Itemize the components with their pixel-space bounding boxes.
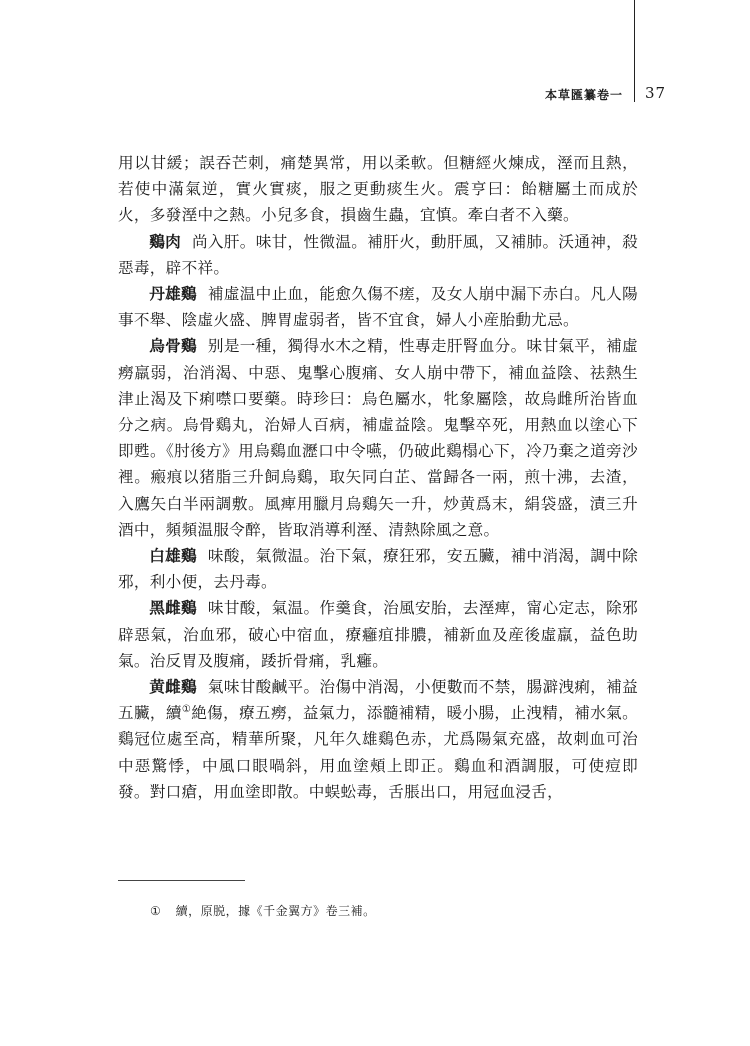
footnote xyxy=(150,902,376,919)
footnote-mark: ① xyxy=(150,904,162,918)
entry-text-part2: 絶傷，療五癆，益氣力，添髓補精，暖小腸，止洩精，補水氣。鷄冠位處至高，精華所聚，凡年久雄鷄色赤，尤爲陽氣充盛，故刺血可治中惡驚悸，中風口眼喎斜，用血塗頰上即正。鷄血和酒調服，可使痘即發。對口瘡，用血塗即散。中蜈蚣毒，舌脹出口，用冠血浸舌， xyxy=(118,704,639,801)
entry-chicken-meat xyxy=(118,229,638,281)
paragraph-text: 用以甘緩；誤吞芒刺，痛楚異常，用以柔軟。但糖經火煉成，溼而且熱，若使中滿氣逆，實火實痰，服之更動痰生火。震亨曰：飴糖屬土而成於火，多發溼中之熱。小兒多食，損齒生蟲，宜慎。牽白者不入藥。 xyxy=(118,154,638,225)
footnote-reference[interactable]: ① xyxy=(181,704,192,716)
entry-term: 白雄鷄 xyxy=(149,547,197,566)
entry-text: 味甘酸，氣温。作羹食，治風安胎，去溼痺，甯心定志，除邪辟惡氣，治血邪，破心中宿血，療癰疽排膿，補新血及産後虛羸，益色助氣。治反胃及腹痛，踒折骨痛，乳癰。 xyxy=(118,599,638,670)
entry-term: 鷄肉 xyxy=(149,232,182,251)
entry-term: 黄雌鷄 xyxy=(149,678,197,697)
entry-text: 别是一種，獨得水木之精，性專走肝腎血分。味甘氣平，補虛癆羸弱，治消渴、中惡、鬼擊心腹痛、女人崩中帶下，補血益陰、祛熱生津止渴及下痢噤口要藥。時珍曰：烏色屬水，牝象屬陰，故烏雌所治皆血分之病。烏骨鷄丸，治婦人百病，補虛益陰。鬼擊卒死，用熱血以塗心下即甦。《肘後方》用烏鷄血瀝口中令嚥，仍破此鷄榻心下，冷乃棄之道旁沙裡。瘢痕以猪脂三升飼烏鷄，取矢同白芷、當歸各一兩，煎十沸，去渣，入鷹矢白半兩調敷。風痺用臘月烏鷄矢一升，炒黄爲末，絹袋盛，漬三升酒中，頻頻温服令醉，皆取消導利溼、清熱除風之意。 xyxy=(118,337,638,539)
entry-yellow-hen xyxy=(118,674,638,805)
entry-term: 黑雌鷄 xyxy=(149,599,197,618)
footnote-rule xyxy=(118,880,245,881)
entry-black-hen xyxy=(118,595,638,674)
entry-term: 丹雄鷄 xyxy=(149,285,197,304)
running-header-title: 本草匯纂卷一 xyxy=(544,88,623,102)
entry-text: 尚入肝。味甘，性微温。補肝火，動肝風，又補肺。沃通神，殺惡毒，辟不祥。 xyxy=(118,232,638,277)
entry-black-bone-chicken xyxy=(118,333,638,543)
entry-red-rooster xyxy=(118,281,638,333)
page-number: 37 xyxy=(645,84,667,102)
body-text xyxy=(118,150,638,805)
header-vertical-rule xyxy=(634,0,635,102)
footnote-text: 續，原脱，據《千金翼方》卷三補。 xyxy=(175,904,376,918)
entry-text-part1: 氣味甘酸鹹平。治傷中消渴，小便數而不禁，腸澼洩痢，補益五臟，續 xyxy=(118,678,638,723)
entry-text: 補虛温中止血，能愈久傷不瘥，及女人崩中漏下赤白。凡人陽事不舉、陰虛火盛、脾胃虛弱者，皆不宜食，婦人小産胎動尤忌。 xyxy=(118,285,638,330)
entry-white-rooster xyxy=(118,543,638,595)
paragraph-continuation xyxy=(118,150,638,229)
entry-term: 烏骨鷄 xyxy=(149,337,197,356)
entry-text: 味酸，氣微温。治下氣，療狂邪，安五臟，補中消渴，調中除邪，利小便，去丹毒。 xyxy=(118,547,638,592)
